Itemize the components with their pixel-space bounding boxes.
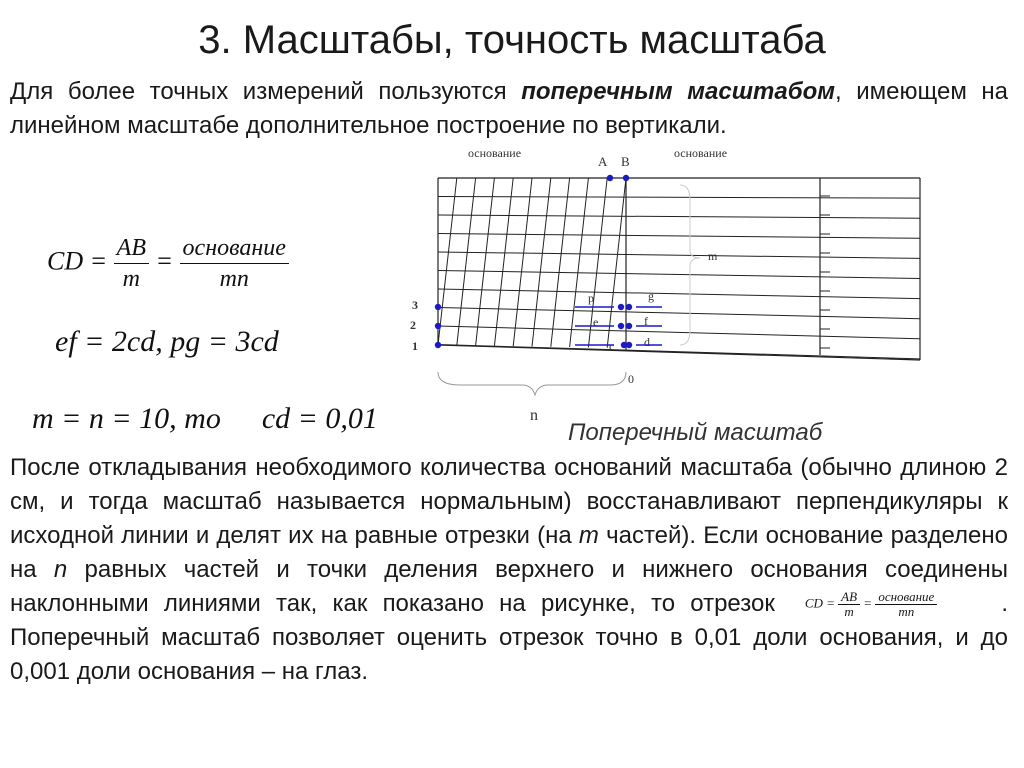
point-p [618,304,624,310]
formula-ef-pg: ef = 2cd, pg = 3cd [55,325,279,358]
grid-horizontal-line [438,215,920,218]
formula-cd-fraction-1 [114,233,149,294]
formula-cd-value: cd = 0,01 [261,402,378,435]
label-2: 2 [410,318,416,332]
grid-horizontal-line [438,271,920,279]
label-p: p [588,291,594,305]
label-A: A [598,154,608,169]
grid-horizontal-line [438,289,920,299]
point-d [626,342,632,348]
label-m: m [708,249,718,263]
grid-horizontal-line [438,197,920,199]
label-f: f [644,314,648,328]
transverse-scale-diagram [400,140,930,420]
page-title: 3. Масштабы, точность масштаба [198,18,826,62]
label-c: c [609,339,615,353]
label-0: 0 [628,372,634,386]
body-text-2: частей). Если основание разделено на [10,522,1008,583]
label-base-right: основание [674,146,728,160]
formula-cd-eq: = [155,246,174,276]
point-row-1 [435,342,441,348]
label-d: d [644,335,650,349]
transversal-line [532,178,551,347]
transversal-line [476,178,495,346]
inline-eq: = [863,595,873,611]
inline-num1: AB [838,590,860,605]
point-f [626,323,632,329]
transversal-line [551,178,570,347]
point-B [623,175,629,181]
label-n: n [530,407,538,420]
point-row-3 [435,304,441,310]
diagram-caption: Поперечный масштаб [568,419,823,446]
transversal-line [457,178,476,345]
body-text-1: После откладывания необходимого количества оснований масштаба (обычно длиною 2 см, и тогда масштаб называется нормальным) восстанавливают перпендикуляры к исходной линии и делят их на равные отрезки (на [10,454,1008,549]
grid-horizontal-line [438,326,920,339]
formula-cd-num2: основание [180,233,289,264]
transversal-line [570,178,589,347]
intro-paragraph [10,75,1008,143]
body-text-3: равных частей и точки деления верхнего и нижнего основания соединены наклонными линиями так, как показано на рисунке, то отрезок [10,556,1008,617]
label-g: g [648,289,654,303]
point-g [626,304,632,310]
body-text-4: Поперечный масштаб позволяет оценить отрезок точно в 0,01 доли основания, и до 0,001 доли основания – на глаз. [10,624,1008,685]
label-base-left: основание [468,146,522,160]
grid-bottom-line [438,345,920,360]
grid-horizontal-line [438,308,920,319]
grid-horizontal-line [438,252,920,258]
brace-m [680,185,700,345]
inline-den1: m [844,604,854,620]
formula-m-n [32,402,378,436]
inline-lhs: CD = [804,595,835,611]
horizontal-lines [438,196,920,359]
label-3: 3 [412,298,418,312]
grid-horizontal-line [438,234,920,239]
inline-formula-cd [805,590,938,619]
transversal-line [607,178,626,348]
formula-cd-fraction-2 [180,233,289,294]
label-e: e [593,315,599,329]
inline-fraction-2 [875,590,937,619]
formula-cd-den1: m [122,266,140,292]
intro-after: , имеющем на линейном масштабе дополнительное построение по вертикали. [10,78,1008,139]
formula-cd-lhs: CD = [47,246,108,276]
inline-den2: mn [898,604,915,620]
formula-cd-num1: AB [114,233,149,264]
intro-before: Для более точных измерений пользуются [10,78,522,105]
point-row-2 [435,323,441,329]
point-A [607,175,613,181]
point-e [618,323,624,329]
label-B: B [621,154,630,169]
inline-fraction-1 [838,590,860,619]
grid-horizontal-line [438,345,920,359]
body-period: . [1001,590,1008,617]
brace-n [438,372,626,395]
label-1: 1 [412,339,418,353]
body-paragraph [10,451,1008,689]
body-var-n: n [53,556,68,583]
intro-emphasis: поперечным масштабом [521,78,835,105]
formula-cd [47,233,289,294]
formula-m-n-text: m = n = 10, то [32,402,221,435]
inline-num2: основание [875,590,937,605]
transversal-line [513,178,532,346]
body-var-m: m [578,522,599,549]
formula-cd-den2: mn [219,266,249,292]
transversal-line [438,178,457,345]
transversal-line [494,178,513,346]
